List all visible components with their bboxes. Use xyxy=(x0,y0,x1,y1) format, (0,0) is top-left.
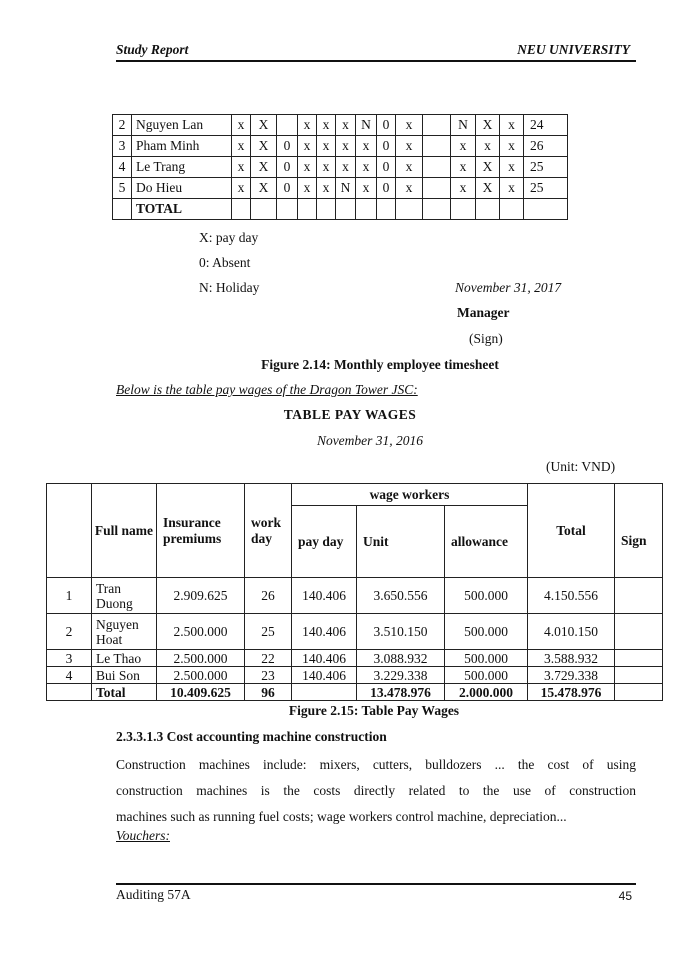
total-allowance: 2.000.000 xyxy=(445,684,528,701)
employee-name: Le Thao xyxy=(92,650,157,667)
empty-cell xyxy=(615,684,663,701)
unit-value: 3.229.338 xyxy=(357,667,445,684)
insurance-value: 2.909.625 xyxy=(157,578,245,614)
day-mark: x xyxy=(317,178,336,199)
day-mark: N xyxy=(336,178,356,199)
empty-cell xyxy=(476,199,500,220)
empty-cell xyxy=(251,199,277,220)
row-number: 5 xyxy=(113,178,132,199)
day-mark: x xyxy=(298,178,317,199)
employee-name: Nguyen Hoat xyxy=(92,614,157,650)
day-mark: x xyxy=(298,157,317,178)
insurance-value: 2.500.000 xyxy=(157,667,245,684)
day-mark: N xyxy=(356,115,377,136)
days-total: 26 xyxy=(524,136,568,157)
empty-cell xyxy=(47,684,92,701)
day-mark: x xyxy=(298,115,317,136)
employee-name: Pham Minh xyxy=(132,136,232,157)
day-mark: x xyxy=(396,115,423,136)
insurance-value: 2.500.000 xyxy=(157,650,245,667)
work-day-value: 22 xyxy=(245,650,292,667)
day-mark: x xyxy=(396,178,423,199)
day-mark: X xyxy=(251,178,277,199)
header-rule xyxy=(116,60,636,62)
day-mark: x xyxy=(500,178,524,199)
wages-total-row xyxy=(47,684,663,701)
day-mark: x xyxy=(317,115,336,136)
paragraph-line: construction machines is the costs directly related to the use of construction xyxy=(116,783,636,798)
day-mark xyxy=(277,115,298,136)
day-mark: x xyxy=(232,157,251,178)
wages-row xyxy=(47,614,663,650)
day-mark: x xyxy=(396,136,423,157)
empty-cell xyxy=(277,199,298,220)
footer-rule xyxy=(116,883,636,885)
day-mark: X xyxy=(251,157,277,178)
vouchers-heading: Vouchers: xyxy=(116,828,170,843)
total-value: 3.588.932 xyxy=(528,650,615,667)
empty-cell xyxy=(317,199,336,220)
day-mark: 0 xyxy=(377,115,396,136)
work-day-value: 25 xyxy=(245,614,292,650)
timesheet-row xyxy=(113,115,568,136)
signature-role: Manager xyxy=(457,305,510,320)
paragraph-line: machines such as running fuel costs; wage workers control machine, depreciation... xyxy=(116,809,567,824)
col-header-allowance: allowance xyxy=(445,506,528,578)
day-mark: 0 xyxy=(277,178,298,199)
day-mark xyxy=(423,178,451,199)
allowance-value: 500.000 xyxy=(445,578,528,614)
work-day-value: 26 xyxy=(245,578,292,614)
employee-name: Do Hieu xyxy=(132,178,232,199)
total-value: 4.010.150 xyxy=(528,614,615,650)
total-label: Total xyxy=(92,684,157,701)
timesheet-row xyxy=(113,157,568,178)
timesheet-table xyxy=(112,114,568,220)
days-total: 25 xyxy=(524,157,568,178)
employee-name: Le Trang xyxy=(132,157,232,178)
legend-holiday: N: Holiday xyxy=(199,280,260,295)
empty-cell xyxy=(524,199,568,220)
total-insurance: 10.409.625 xyxy=(157,684,245,701)
empty-cell xyxy=(396,199,423,220)
day-mark: x xyxy=(232,115,251,136)
day-mark: x xyxy=(451,157,476,178)
figure-2-15-caption: Figure 2.15: Table Pay Wages xyxy=(288,703,460,718)
day-mark xyxy=(423,157,451,178)
days-total: 24 xyxy=(524,115,568,136)
day-mark: X xyxy=(251,136,277,157)
col-header-full-name: Full name xyxy=(92,484,157,578)
row-number: 4 xyxy=(47,667,92,684)
header-left-title: Study Report xyxy=(116,42,189,57)
day-mark: x xyxy=(451,136,476,157)
wages-table-date: November 31, 2016 xyxy=(316,433,424,448)
pay-day-value: 140.406 xyxy=(292,650,357,667)
day-mark: 0 xyxy=(377,136,396,157)
col-header-no xyxy=(47,484,92,578)
row-number: 4 xyxy=(113,157,132,178)
allowance-value: 500.000 xyxy=(445,667,528,684)
wages-row xyxy=(47,667,663,684)
page-number: 45 xyxy=(618,889,632,903)
empty-cell xyxy=(336,199,356,220)
day-mark: x xyxy=(396,157,423,178)
pay-day-value: 140.406 xyxy=(292,667,357,684)
wages-unit: (Unit: VND) xyxy=(546,459,616,474)
col-header-sign-top xyxy=(615,484,663,506)
day-mark: X xyxy=(476,157,500,178)
day-mark: 0 xyxy=(377,178,396,199)
sign-cell xyxy=(615,614,663,650)
col-header-work-day: work day xyxy=(245,484,292,578)
wages-table xyxy=(46,483,663,701)
day-mark xyxy=(423,136,451,157)
col-header-insurance: Insurance premiums xyxy=(157,484,245,578)
day-mark: 0 xyxy=(277,157,298,178)
wages-table-title: TABLE PAY WAGES xyxy=(283,407,417,422)
day-mark: x xyxy=(451,178,476,199)
day-mark: x xyxy=(232,136,251,157)
empty-cell xyxy=(377,199,396,220)
day-mark: X xyxy=(251,115,277,136)
day-mark: x xyxy=(336,136,356,157)
timesheet-row xyxy=(113,136,568,157)
row-number: 1 xyxy=(47,578,92,614)
day-mark: x xyxy=(317,157,336,178)
empty-cell xyxy=(356,199,377,220)
sign-cell xyxy=(615,667,663,684)
body-paragraph xyxy=(116,752,636,830)
day-mark: x xyxy=(356,178,377,199)
work-day-value: 23 xyxy=(245,667,292,684)
intro-text: Below is the table pay wages of the Dragon Tower JSC: xyxy=(116,382,418,397)
col-header-total: Total xyxy=(528,484,615,578)
footer-left: Auditing 57A xyxy=(116,887,191,902)
day-mark: x xyxy=(476,136,500,157)
legend-pay-day: X: pay day xyxy=(199,230,259,245)
total-value: 4.150.556 xyxy=(528,578,615,614)
col-header-wage-workers: wage workers xyxy=(292,484,528,506)
pay-day-value: 140.406 xyxy=(292,614,357,650)
col-header-sign: Sign xyxy=(615,506,663,578)
day-mark: 0 xyxy=(377,157,396,178)
day-mark: x xyxy=(298,136,317,157)
timesheet-row xyxy=(113,178,568,199)
pay-day-value: 140.406 xyxy=(292,578,357,614)
total-work-days: 96 xyxy=(245,684,292,701)
timesheet-total-row xyxy=(113,199,568,220)
row-number: 2 xyxy=(113,115,132,136)
sign-cell xyxy=(615,650,663,667)
col-header-pay-day: pay day xyxy=(292,506,357,578)
grand-total: 15.478.976 xyxy=(528,684,615,701)
signature-sign: (Sign) xyxy=(469,331,503,346)
signature-date: November 31, 2017 xyxy=(455,280,562,295)
row-number: 3 xyxy=(113,136,132,157)
total-unit: 13.478.976 xyxy=(357,684,445,701)
employee-name: Tran Duong xyxy=(92,578,157,614)
empty-cell xyxy=(113,199,132,220)
empty-cell xyxy=(298,199,317,220)
legend-absent: 0: Absent xyxy=(199,255,251,270)
day-mark: x xyxy=(500,115,524,136)
empty-cell xyxy=(451,199,476,220)
day-mark: X xyxy=(476,178,500,199)
day-mark: x xyxy=(356,136,377,157)
day-mark: x xyxy=(356,157,377,178)
day-mark: x xyxy=(232,178,251,199)
unit-value: 3.088.932 xyxy=(357,650,445,667)
empty-cell xyxy=(292,684,357,701)
day-mark xyxy=(423,115,451,136)
header-right-title: NEU UNIVERSITY xyxy=(517,42,630,57)
days-total: 25 xyxy=(524,178,568,199)
col-header-unit: Unit xyxy=(357,506,445,578)
total-value: 3.729.338 xyxy=(528,667,615,684)
employee-name: Bui Son xyxy=(92,667,157,684)
day-mark: x xyxy=(500,157,524,178)
day-mark: X xyxy=(476,115,500,136)
section-heading: 2.3.3.1.3 Cost accounting machine construction xyxy=(116,729,387,744)
unit-value: 3.510.150 xyxy=(357,614,445,650)
day-mark: x xyxy=(500,136,524,157)
day-mark: x xyxy=(336,115,356,136)
row-number: 2 xyxy=(47,614,92,650)
insurance-value: 2.500.000 xyxy=(157,614,245,650)
day-mark: 0 xyxy=(277,136,298,157)
wages-row xyxy=(47,578,663,614)
total-label: TOTAL xyxy=(132,199,232,220)
empty-cell xyxy=(500,199,524,220)
day-mark: N xyxy=(451,115,476,136)
sign-cell xyxy=(615,578,663,614)
unit-value: 3.650.556 xyxy=(357,578,445,614)
paragraph-line: Construction machines include: mixers, cutters, bulldozers ... the cost of using xyxy=(116,757,636,772)
day-mark: x xyxy=(336,157,356,178)
figure-2-14-caption: Figure 2.14: Monthly employee timesheet xyxy=(261,357,499,372)
allowance-value: 500.000 xyxy=(445,650,528,667)
wages-row xyxy=(47,650,663,667)
empty-cell xyxy=(423,199,451,220)
employee-name: Nguyen Lan xyxy=(132,115,232,136)
day-mark: x xyxy=(317,136,336,157)
allowance-value: 500.000 xyxy=(445,614,528,650)
row-number: 3 xyxy=(47,650,92,667)
empty-cell xyxy=(232,199,251,220)
